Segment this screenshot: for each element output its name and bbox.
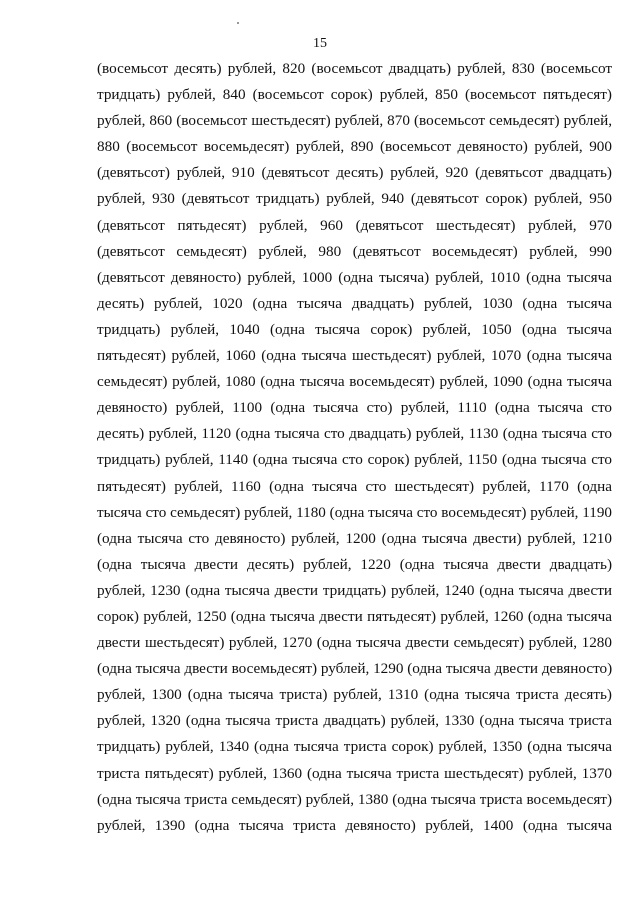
page-number: 15 bbox=[313, 36, 327, 51]
text-line: двести шестьдесят) рублей, 1270 (одна тысяча двести семьдесят) рублей, 1280 bbox=[97, 634, 612, 652]
text-line: рублей, 1390 (одна тысяча триста девяносто) рублей, 1400 (одна тысяча bbox=[97, 816, 612, 834]
scan-speck bbox=[237, 22, 239, 24]
text-line: рублей, 1320 (одна тысяча триста двадцать) рублей, 1330 (одна тысяча триста bbox=[97, 712, 612, 730]
text-line: (девятьсот пятьдесят) рублей, 960 (девятьсот шестьдесят) рублей, 970 bbox=[97, 216, 612, 234]
text-line: рублей, 860 (восемьсот шестьдесят) рублей, 870 (восемьсот семьдесят) рублей, bbox=[97, 112, 612, 130]
text-line: тысяча сто семьдесят) рублей, 1180 (одна тысяча сто восемьдесят) рублей, 1190 bbox=[97, 504, 612, 521]
text-line: (одна тысяча двести десять) рублей, 1220 (одна тысяча двести двадцать) bbox=[97, 555, 612, 573]
text-line: десять) рублей, 1020 (одна тысяча двадцать) рублей, 1030 (одна тысяча bbox=[97, 294, 612, 312]
text-line: (девятьсот) рублей, 910 (девятьсот десять) рублей, 920 (девятьсот двадцать) bbox=[97, 164, 612, 182]
text-line: сорок) рублей, 1250 (одна тысяча двести пятьдесят) рублей, 1260 (одна тысяча bbox=[97, 607, 612, 625]
text-line: рублей, 1300 (одна тысяча триста) рублей, 1310 (одна тысяча триста десять) bbox=[97, 686, 612, 704]
text-line: (одна тысяча триста семьдесят) рублей, 1380 (одна тысяча триста восемьдесят) bbox=[97, 790, 612, 808]
text-line: девяносто) рублей, 1100 (одна тысяча сто) рублей, 1110 (одна тысяча сто bbox=[97, 399, 612, 417]
text-line: (восемьсот десять) рублей, 820 (восемьсот двадцать) рублей, 830 (восемьсот bbox=[97, 60, 612, 77]
text-line: тридцать) рублей, 1340 (одна тысяча триста сорок) рублей, 1350 (одна тысяча bbox=[97, 738, 612, 756]
text-line: десять) рублей, 1120 (одна тысяча сто двадцать) рублей, 1130 (одна тысяча сто bbox=[97, 425, 612, 443]
text-line: рублей, 1230 (одна тысяча двести тридцать) рублей, 1240 (одна тысяча двести bbox=[97, 581, 612, 599]
text-line: рублей, 930 (девятьсот тридцать) рублей, 940 (девятьсот сорок) рублей, 950 bbox=[97, 190, 612, 208]
text-line: (одна тысяча сто девяносто) рублей, 1200 (одна тысяча двести) рублей, 1210 bbox=[97, 529, 612, 547]
text-line: триста пятьдесят) рублей, 1360 (одна тысяча триста шестьдесят) рублей, 1370 bbox=[97, 764, 612, 782]
text-line: семьдесят) рублей, 1080 (одна тысяча восемьдесят) рублей, 1090 (одна тысяча bbox=[97, 373, 612, 391]
text-line: тридцать) рублей, 1040 (одна тысяча сорок) рублей, 1050 (одна тысяча bbox=[97, 320, 612, 338]
text-line: тридцать) рублей, 840 (восемьсот сорок) рублей, 850 (восемьсот пятьдесят) bbox=[97, 86, 612, 104]
text-line: 880 (восемьсот восемьдесят) рублей, 890 (восемьсот девяносто) рублей, 900 bbox=[97, 138, 612, 156]
text-line: тридцать) рублей, 1140 (одна тысяча сто сорок) рублей, 1150 (одна тысяча сто bbox=[97, 451, 612, 469]
body-text bbox=[97, 56, 612, 839]
text-line: (девятьсот девяносто) рублей, 1000 (одна тысяча) рублей, 1010 (одна тысяча bbox=[97, 268, 612, 286]
text-line: (девятьсот семьдесят) рублей, 980 (девятьсот восемьдесят) рублей, 990 bbox=[97, 242, 612, 260]
text-line: пятьдесят) рублей, 1060 (одна тысяча шестьдесят) рублей, 1070 (одна тысяча bbox=[97, 347, 612, 365]
text-line: пятьдесят) рублей, 1160 (одна тысяча сто шестьдесят) рублей, 1170 (одна bbox=[97, 477, 612, 495]
text-line: (одна тысяча двести восемьдесят) рублей, 1290 (одна тысяча двести девяносто) bbox=[97, 660, 613, 678]
